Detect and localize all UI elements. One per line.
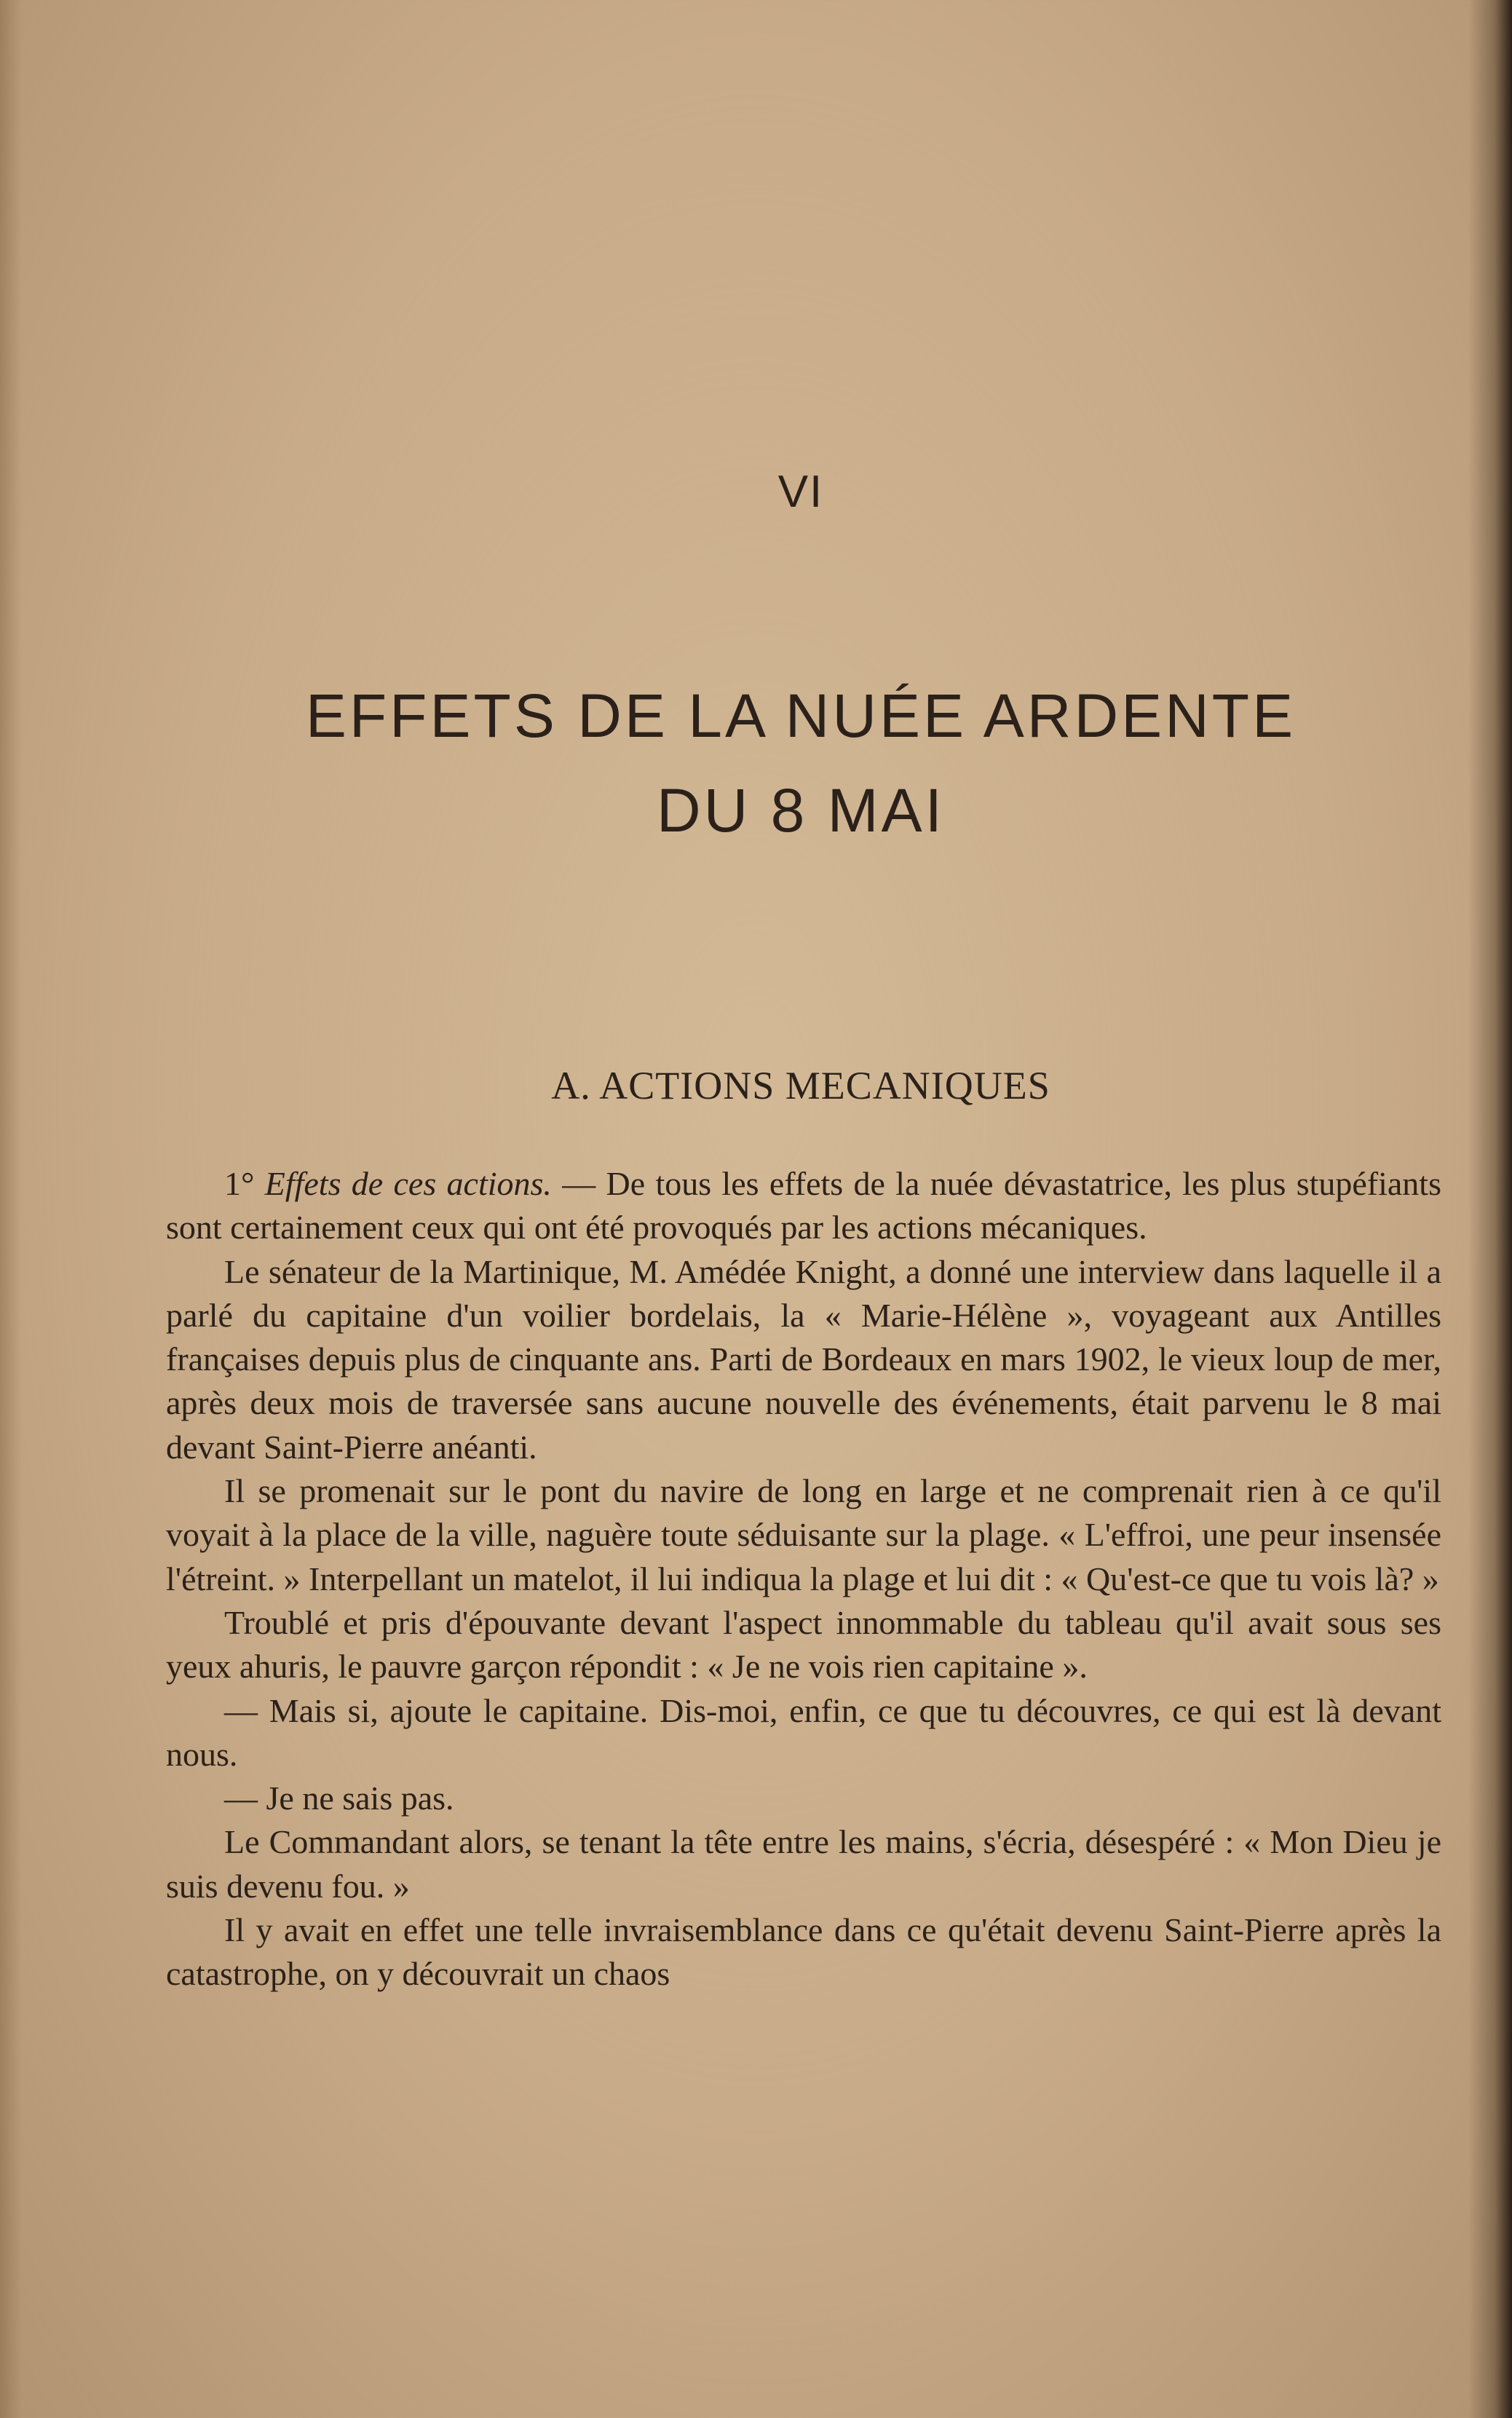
paragraph-7: Le Commandant alors, se tenant la tête entre les mains, s'écria, désespéré : « Mon Dieu je suis devenu fou. » [166, 1823, 1441, 1905]
paragraph-2: Le sénateur de la Martinique, M. Amédée Knight, a donné une interview dans laquelle il a parlé du capitaine d'un voilier bordelais, la « Marie-Hélène », voyageant aux Antilles françaises depuis plus de cinquante ans. Parti de Bordeaux en mars 1902, le vieux loup de mer, après deux mois de traversée sans aucune nouvelle des événements, était parvenu le 8 mai devant Saint-Pierre anéanti. [166, 1252, 1441, 1466]
paragraph-3: Il se promenait sur le pont du navire de long en large et ne comprenait rien à ce qu'il voyait à la place de la ville, naguère toute séduisante sur la plage. « L'effroi, une peur insensée l'étreint. » Interpellant un matelot, il lui indiqua la plage et lui dit : « Qu'est-ce que tu vois là? » [166, 1472, 1441, 1597]
body-text [166, 1162, 1441, 1996]
page-shadow-right [1468, 0, 1512, 2418]
chapter-title-line-1: EFFETS DE LA NUÉE ARDENTE [305, 681, 1297, 750]
paragraph-6: — Je ne sais pas. [224, 1779, 454, 1817]
paragraph-1 [166, 1162, 1441, 1250]
section-heading: A. ACTIONS MECANIQUES [551, 1064, 1050, 1107]
chapter-title-line-2: DU 8 MAI [656, 776, 946, 845]
chapter-title [0, 668, 1512, 858]
paragraph-5: — Mais si, ajoute le capitaine. Dis-moi, enfin, ce que tu découvres, ce qui est là devant nous. [166, 1691, 1441, 1773]
paragraph-lead-italic: Effets de ces actions. [264, 1165, 552, 1202]
paragraph-lead-number: 1° [224, 1165, 255, 1202]
paragraph-4: Troublé et pris d'épouvante devant l'aspect innommable du tableau qu'il avait sous ses yeux ahuris, le pauvre garçon répondit : « Je ne vois rien capitaine ». [166, 1603, 1441, 1686]
page-shadow-left [0, 0, 22, 2418]
paragraph-text: — De tous les effets de la nuée dévastatrice, les plus stupéfiants sont certainement ceux qui ont été provoqués par les actions mécaniques. [166, 1165, 1441, 1246]
chapter-number: VI [777, 467, 824, 517]
paragraph-8: Il y avait en effet une telle invraisemblance dans ce qu'était devenu Saint-Pierre après la catastrophe, on y découvrait un chaos [166, 1911, 1441, 1993]
